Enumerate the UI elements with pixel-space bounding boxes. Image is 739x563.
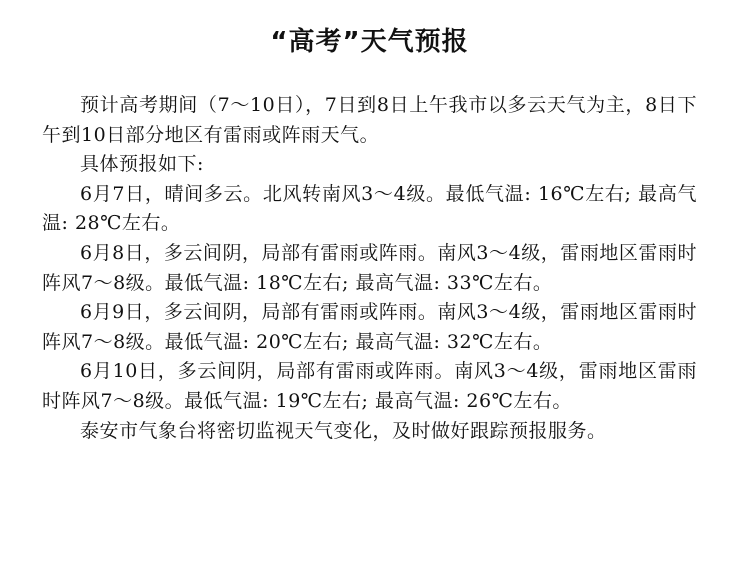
paragraph-june-10: 6月10日，多云间阴，局部有雷雨或阵雨。南风3～4级，雷雨地区雷雨时阵风7～8级。最低气温: 19℃左右; 最高气温: 26℃左右。: [42, 360, 697, 412]
paragraph-june-8: 6月8日，多云间阴，局部有雷雨或阵雨。南风3～4级，雷雨地区雷雨时阵风7～8级。最低气温: 18℃左右; 最高气温: 33℃左右。: [42, 241, 697, 294]
paragraph-closing: 泰安市气象台将密切监视天气变化，及时做好跟踪预报服务。: [80, 419, 607, 442]
paragraph-june-9: 6月9日，多云间阴，局部有雷雨或阵雨。南风3～4级，雷雨地区雷雨时阵风7～8级。最低气温: 20℃左右; 最高气温: 32℃左右。: [42, 301, 697, 353]
paragraph-intro: 具体预报如下:: [80, 153, 204, 176]
paragraph-june-7: 6月7日，晴间多云。北风转南风3～4级。最低气温: 16℃左右; 最高气温: 28℃左右。: [42, 182, 697, 235]
document-body: [42, 91, 697, 446]
paragraph-overview: 预计高考期间（7～10日），7日到8日上午我市以多云天气为主，8日下午到10日部分地区有雷雨或阵雨天气。: [42, 94, 697, 146]
document-title: “高考”天气预报: [270, 27, 469, 57]
